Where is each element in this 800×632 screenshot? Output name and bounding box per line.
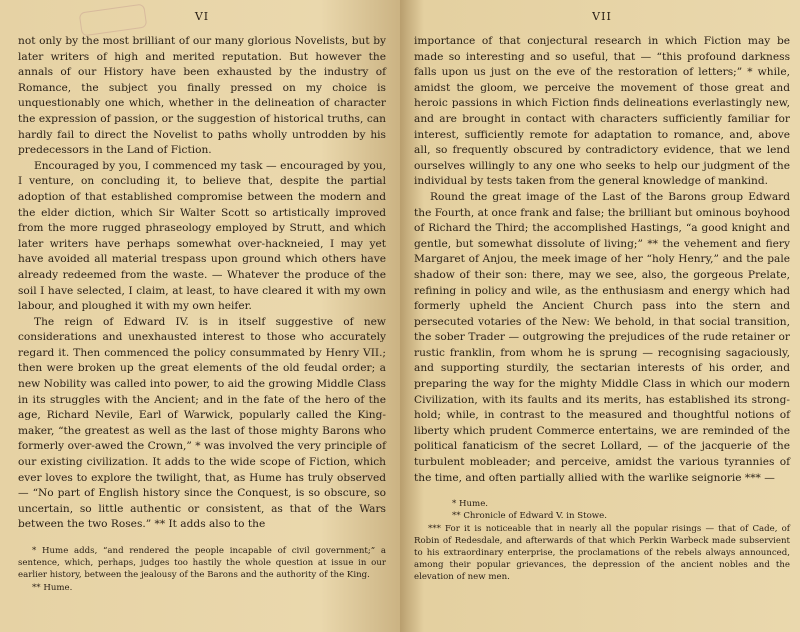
- page-number-left: VI: [194, 10, 210, 23]
- footnotes: [414, 498, 790, 583]
- body-paragraph: Encouraged by you, I commenced my task — encouraged by you, I venture, on concluding it, to believe that, despite the partial adoption of that established compromise between the modern and the elder diction, which Sir Walter Scott so artistically improved from the more rugged phraseology employed by Strutt, and which later writers have perhaps somewhat over-hackneied, I may yet have avoided all material trespass upon ground which others have already redeemed from the waste. — Whatever the produce of the soil I have selected, I claim, at least, to have cleared it with my own labour, and ploughed it with my own heifer.: [18, 159, 386, 313]
- footnote: ** Chronicle of Edward V. in Stowe.: [452, 511, 607, 522]
- footnote: ** Hume.: [32, 582, 73, 593]
- footnote: * Hume adds, “and rendered the people incapable of civil government;” a sentence, which, perhaps, judges too hastily the whole question at issue in our earlier history, between the jealousy of the Barons and the authority of the King.: [18, 546, 386, 581]
- right-page: [400, 0, 800, 632]
- body-paragraph: Round the great image of the Last of the Barons group Edward the Fourth, at once frank and false; the brilliant but ominous boyhood of Richard the Third; the accomplished Hastings, “a good knight and gentle, but somewhat dissolute of living;” ** the vehement and fiery Margaret of Anjou, the meek image of her “holy Henry,” and the pale shadow of their son: there, may we see, also, the gorgeous Prelate, refining in policy and wile, as the enthusiasm and energy which had formerly upheld the Ancient Church pass into the stern and persecuted votaries of the New: We behold, in that social transition, the sober Trader — outgrowing the prejudices of the rude retainer or rustic franklin, from whom he is sprung — recognising sagaciously, and supporting sturdily, the sectarian interests of his order, and preparing the way for the mighty Middle Class in which our modern Civilization, with its faults and its merits, has established its strong-hold; while, in contrast to the measured and thoughtful notions of liberty which prudent Commerce entertains, we are reminded of the political fanaticism of the secret Lollard, — of the jacquerie of the turbulent mobleader; and perceive, amidst the various tyrannies of the time, and often partially allied with the warlike seignorie *** —: [414, 190, 790, 484]
- page-number-right: VII: [592, 10, 612, 23]
- body-paragraph: importance of that conjectural research in which Fiction may be made so interesting and so useful, that — “this profound darkness falls upon us just on the eve of the restoration of letters;” * while, amidst the gloom, we perceive the movement of those great and heroic passions in which Fiction finds delineations everlastingly new, and are brought in contact with characters sufficiently familiar for interest, sufficiently remote for adaptation to romance, and, above all, so frequently obscured by contradictory evidence, that we lend ourselves willingly to any one who seeks to help our judgment of the individual by tests taken from the general knowledge of mankind.: [414, 35, 790, 188]
- body-paragraph: The reign of Edward IV. is in itself suggestive of new considerations and unexhausted interest to those who accurately regard it. Then commenced the policy consummated by Henry VII.; then were broken up the great elements of the old feudal order; a new Nobility was called into power, to aid the growing Middle Class in its struggles with the Ancient; and in the fate of the hero of the age, Richard Nevile, Earl of Warwick, popularly called the King-maker, “the greatest as well as the last of those mighty Barons who formerly over-awed the Crown,” * was involved the very principle of our existing civilization. It adds to the wide scope of Fiction, which ever loves to explore the twilight, that, as Hume has truly observed — “No part of English history since the Conquest, is so obscure, so uncertain, so little authentic or consistent, as that of the Wars between the two Roses.” ** It adds also to the: [18, 315, 386, 531]
- body-paragraph: not only by the most brilliant of our many glorious Novelists, but by later writers of high and merited reputation. But however the annals of our History have been exhausted by the industry of Romance, the subject you finally pressed on my choice is unquestionably one which, whether in the delineation of character the expression of passion, or the suggestion of historical truths, can hardly fail to direct the Novelist to paths wholly untrodden by his predecessors in the Land of Fiction.: [18, 35, 386, 157]
- footnotes: [18, 545, 386, 594]
- footnote: * Hume.: [452, 499, 489, 510]
- footnote: *** For it is noticeable that in nearly all the popular risings — that of Cade, of Robin of Redesdale, and afterwards of that which Perkin Warbeck made subservient to his extraordinary enterprise, the proclamations of the rebels always announced, among their popular grievances, the depression of the ancient nobles and the elevation of new men.: [414, 523, 790, 583]
